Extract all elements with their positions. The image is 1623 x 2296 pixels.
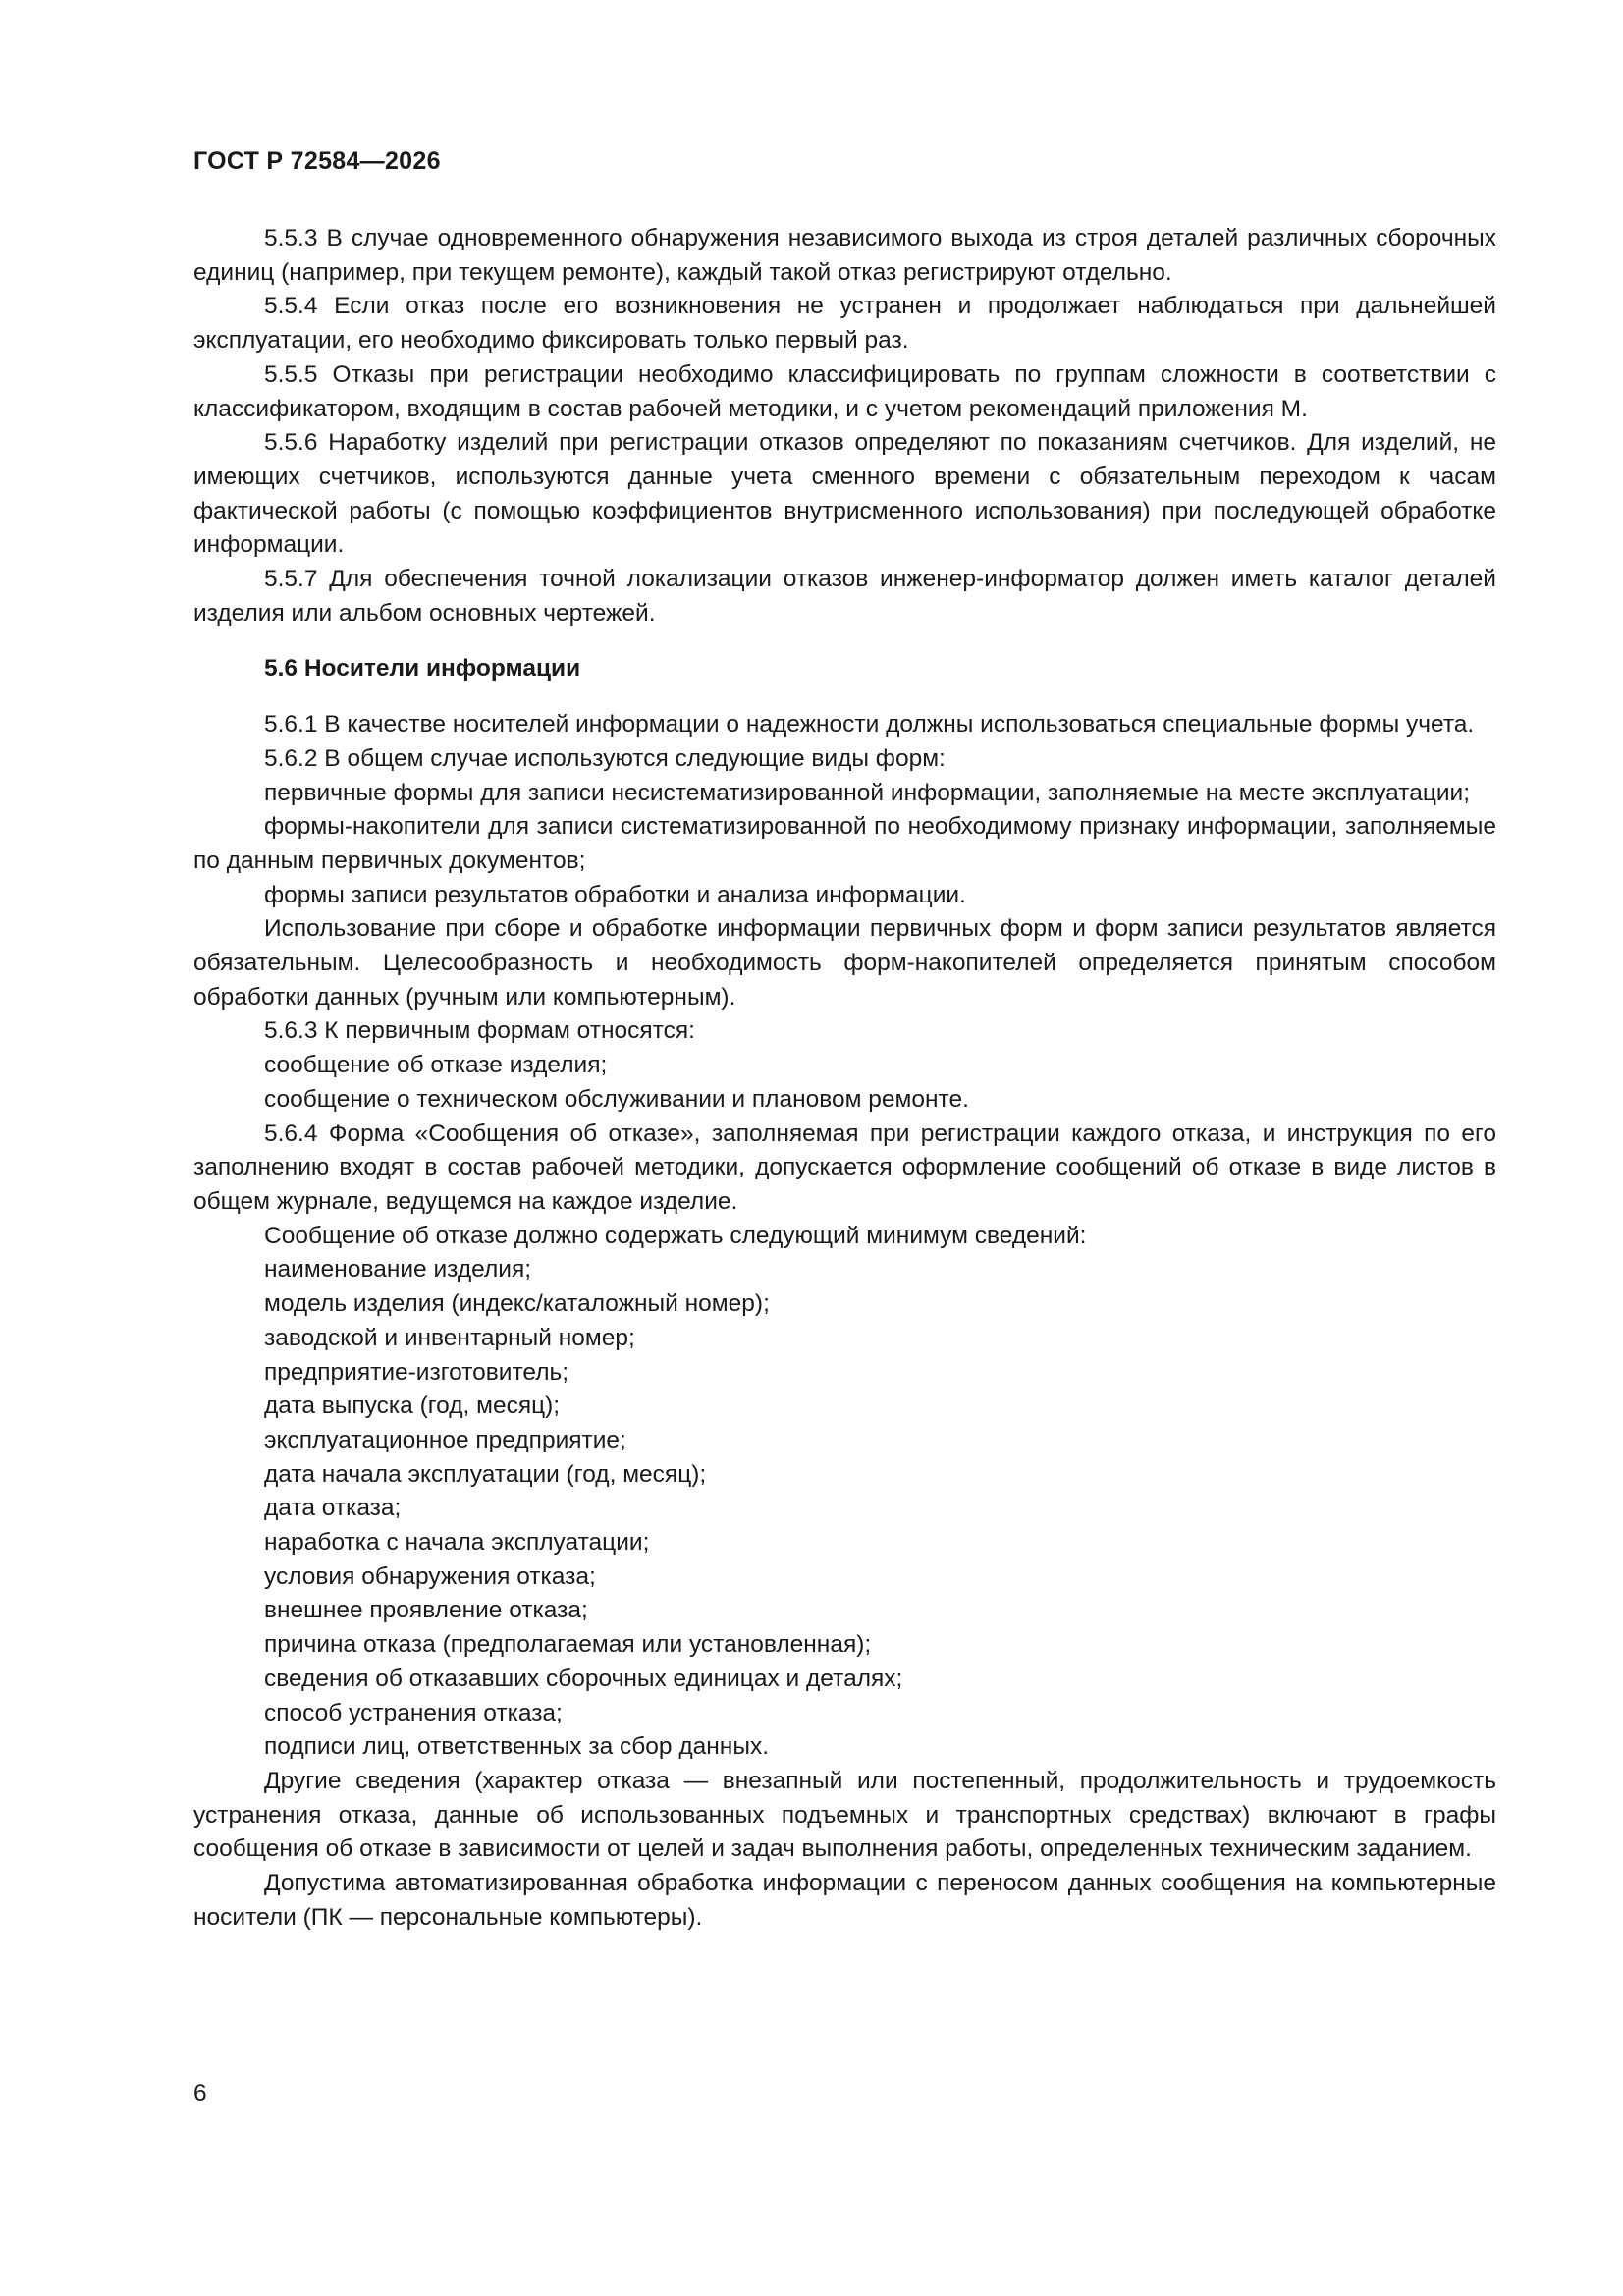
paragraph: 5.6.1 В качестве носителей информации о надежности должны использоваться специальные формы учета. bbox=[264, 711, 1475, 738]
list-item: условия обнаружения отказа; bbox=[264, 1562, 596, 1590]
list-item: дата начала эксплуатации (год, месяц); bbox=[264, 1460, 707, 1488]
paragraph: Сообщение об отказе должно содержать следующий минимум сведений: bbox=[264, 1222, 1087, 1249]
list-item: способ устранения отказа; bbox=[264, 1699, 563, 1726]
list-item: сведения об отказавших сборочных единицах и деталях; bbox=[264, 1665, 903, 1692]
paragraph: первичные формы для записи несистематизированной информации, заполняемые на месте эксплуатации; bbox=[264, 779, 1471, 806]
paragraph: 5.5.3 В случае одновременного обнаружения независимого выхода из строя деталей различных сборочных единиц (например, при текущем ремонте), каждый такой отказ регистрируют отдельно. bbox=[193, 225, 1496, 286]
list-item: эксплуатационное предприятие; bbox=[264, 1426, 626, 1453]
list-item: внешнее проявление отказа; bbox=[264, 1597, 588, 1624]
paragraph: 5.5.5 Отказы при регистрации необходимо классифицировать по группам сложности в соответствии с классификатором, входящим в состав рабочей методики, и с учетом рекомендаций приложения М. bbox=[193, 360, 1496, 422]
list-item: дата отказа; bbox=[264, 1495, 402, 1522]
list-item: наименование изделия; bbox=[264, 1256, 532, 1284]
section-5-6-paragraphs bbox=[193, 708, 1496, 1935]
list-item: подписи лиц, ответственных за сбор данных. bbox=[264, 1733, 769, 1761]
list-item: сообщение об отказе изделия; bbox=[264, 1052, 608, 1079]
paragraph: формы-накопители для записи систематизированной по необходимому признаку информации, заполняемые по данным первичных документов; bbox=[193, 813, 1496, 874]
paragraph: Другие сведения (характер отказа — внезапный или постепенный, продолжительность и трудоемкость устранения отказа, данные об использованных подъемных и транспортных средствах) включают в графы сообщения об отказе в зависимости от целей и задач выполнения работы, определенных техническим заданием. bbox=[193, 1767, 1496, 1863]
paragraph: 5.6.4 Форма «Сообщения об отказе», заполняемая при регистрации каждого отказа, и инструкция по его заполнению входят в состав рабочей методики, допускается оформление сообщений об отказе в виде листов в общем журнале, ведущемся на каждое изделие. bbox=[193, 1120, 1496, 1215]
list-item: предприятие-изготовитель; bbox=[264, 1358, 569, 1386]
paragraph: 5.5.6 Наработку изделий при регистрации отказов определяют по показаниям счетчиков. Для изделий, не имеющих счетчиков, используются данные учета сменного времени с обязательным переходом к часам фактической работы (с помощью коэффициентов внутрисменного использования) при последующей обработке информации. bbox=[193, 429, 1496, 559]
paragraph: 5.5.4 Если отказ после его возникновения не устранен и продолжает наблюдаться при дальнейшей эксплуатации, его необходимо фиксировать только первый раз. bbox=[193, 293, 1496, 355]
list-item: модель изделия (индекс/каталожный номер); bbox=[264, 1290, 770, 1318]
list-item: сообщение о техническом обслуживании и плановом ремонте. bbox=[264, 1085, 969, 1113]
paragraph: Допустима автоматизированная обработка информации с переносом данных сообщения на компьютерные носители (ПК — персональные компьютеры). bbox=[193, 1870, 1496, 1931]
section-5-5-paragraphs bbox=[193, 222, 1496, 630]
page-number: 6 bbox=[193, 2080, 207, 2106]
paragraph: 5.6.3 К первичным формам относятся: bbox=[264, 1017, 695, 1045]
paragraph: 5.5.7 Для обеспечения точной локализации отказов инженер-информатор должен иметь каталог деталей изделия или альбом основных чертежей. bbox=[193, 566, 1496, 627]
document-body bbox=[193, 222, 1496, 1935]
paragraph: формы записи результатов обработки и анализа информации. bbox=[264, 881, 966, 908]
list-item: дата выпуска (год, месяц); bbox=[264, 1393, 561, 1420]
list-item: причина отказа (предполагаемая или установленная); bbox=[264, 1631, 872, 1659]
list-item: заводской и инвентарный номер; bbox=[264, 1324, 635, 1351]
list-item: наработка с начала эксплуатации; bbox=[264, 1529, 650, 1557]
standard-header: ГОСТ Р 72584—2026 bbox=[193, 147, 441, 175]
paragraph: 5.6.2 В общем случае используются следующие виды форм: bbox=[264, 744, 946, 772]
paragraph: Использование при сборе и обработке информации первичных форм и форм записи результатов является обязательным. Целесообразность и необходимость форм-накопителей определяется принятым способом обработки данных (ручным или компьютерным). bbox=[193, 915, 1496, 1011]
section-heading-5-6: 5.6 Носители информации bbox=[264, 655, 581, 683]
